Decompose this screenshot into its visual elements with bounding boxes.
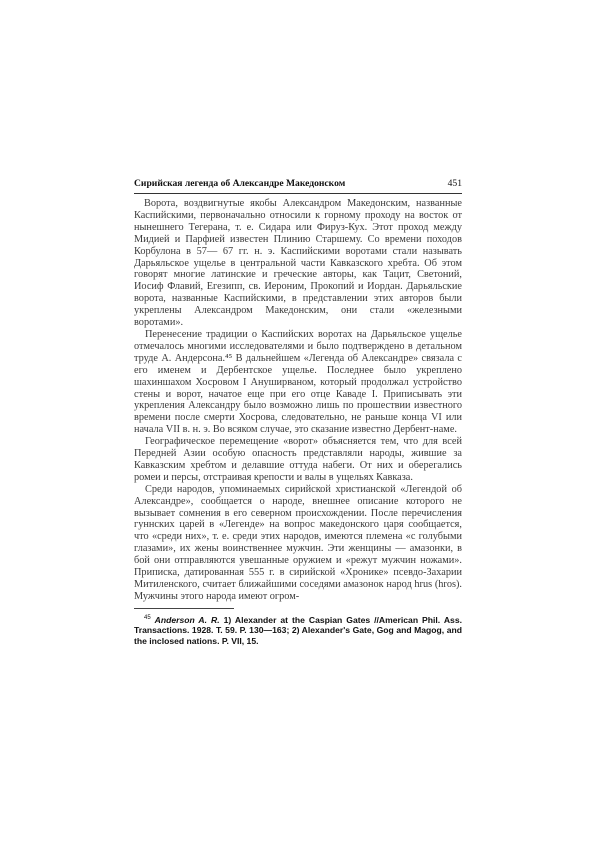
main-text (134, 198, 462, 603)
paragraph: Ворота, воздвигнутые якобы Александром Македонским, названные Каспийскими, первоначально относили к горному проходу на восток от нынешнего Тегерана, т. е. Сидара или Фируз-Кух. Этот проход между Мидией и Парфией известен Плинию Старшему. Со времени походов Корбулона в 57— 67 гг. н. э. Каспийскими воротами стали называть Дарьяльское ущелье в центральной части Кавказского хребта. Об этом говорят многие латинские и греческие авторы, как Тацит, Светоний, Иосиф Флавий, Егезипп, св. Иероним, Прокопий и Иордан. Дарьяльские ворота, названные Каспийскими, в представлении этих авторов были укреплены Александром Македонским, они стали «железными воротами». (134, 198, 462, 329)
footnote-text: 1) Alexander at the Caspian Gates //American Phil. Ass. Transactions. 1928. T. 59. P. 130—163; 2) Alexander's Gate, Gog and Magog, and the inclosed nations. P. VII, 15. (134, 614, 462, 646)
footnote (134, 613, 462, 647)
paragraph: Среди народов, упоминаемых сирийской христианской «Легендой об Александре», сообщается о народе, внешнее описание которого не вызывает сомнения в его северном происхождении. После перечисления гуннских царей в «Легенде» на вопрос македонского царя сообщается, что «среди них», т. е. среди этих народов, имеются племена «с голубыми глазами», их жены воинственнее мужчин. Эти женщины — амазонки, в бой они отправляются увешанные оружием и «режут мужчин ножами». Приписка, датированная 555 г. в сирийской «Хронике» псевдо-Захарии Митиленского, считает ближайшими соседями амазонок народ hrus (hros). Мужчины этого народа имеют огром- (134, 483, 462, 602)
footnote-author: Anderson A. R. (154, 614, 220, 625)
page-number: 451 (447, 178, 462, 189)
paragraph: Перенесение традиции о Каспийских воротах на Дарьяльское ущелье отмечалось многими исследователями и было подтверждено в детальном труде А. Андерсона.⁴⁵ В дальнейшем «Легенда об Александре» связала с его именем и Дербентское ущелье. Последнее было укреплено шахиншахом Хосровом I Ануширваном, который продолжал устройство стены и ворот, начатое еще при его отце Кавадe I. Приписывать эти укрепления Александру было возможно лишь по прошествии известного времени после смерти Хосрова, следовательно, не раньше конца VI или начала VII в. н. э. Во всяком случае, это сказание известно Дербент-наме. (134, 328, 462, 436)
paragraph: Географическое перемещение «ворот» объясняется тем, что для всей Передней Азии особую опасность представляли народы, жившие за Кавказским хребтом и делавшие оттуда набеги. От них и оберегались ромеи и персы, отстраивая крепости и валы в ущельях Кавказа. (134, 436, 462, 483)
running-header (134, 178, 462, 194)
footnote-number: 45 (144, 614, 151, 621)
book-page (134, 178, 462, 646)
footnote-divider (134, 608, 234, 609)
running-title: Сирийская легенда об Александре Македонском (134, 178, 346, 189)
